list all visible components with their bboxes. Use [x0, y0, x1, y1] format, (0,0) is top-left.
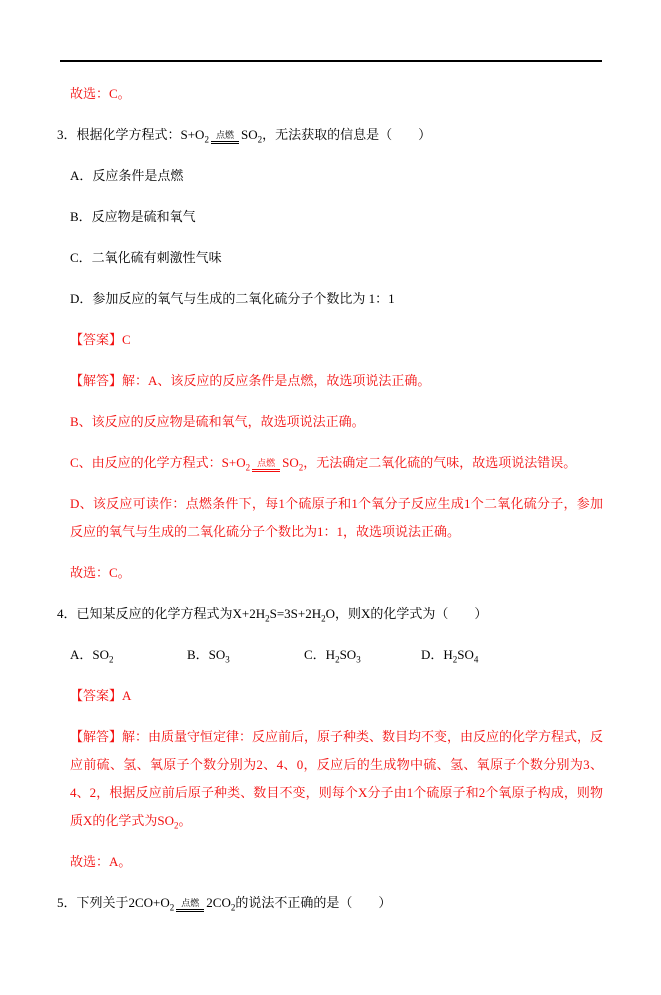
question-3-option-b: B．反应物是硫和氧气 — [70, 209, 196, 224]
question-4-option-b: B．$SO_3$ — [187, 647, 230, 665]
question-4-option-c: C．$H_2SO_3$ — [304, 647, 361, 665]
question-4-options-row — [70, 641, 603, 669]
ignition-condition-label: 点燃 — [252, 458, 280, 472]
question-3-analysis-c: C、由反应的化学方程式：$S+O_2$ 点燃 $SO_2$，无法确定二氧化硫的气味，故选项说法错误。 — [70, 455, 577, 473]
question-4-analysis: 【解答】解：由质量守恒定律：反应前后，原子种类、数目均不变，由反应的化学方程式，反应前硫、氢、氧原子个数分别为2、4、0，反应后的生成物中硫、氢、氧原子个数分别为3、4、2，根据反应前后原子种类、数目不变，则每个X分子由1个硫原子和2个氧原子构成，则物质X的化学式为$SO_2$。 — [70, 729, 604, 831]
question-3-option-a: A．反应条件是点燃 — [70, 168, 184, 183]
question-3-answer: 【答案】C — [70, 332, 131, 347]
ignition-condition-label: 点燃 — [211, 130, 239, 144]
question-3-option-d: D．参加反应的氧气与生成的二氧化硫分子个数比为 1：1 — [70, 291, 395, 306]
question-3-conclusion: 故选：C。 — [70, 565, 131, 580]
ignition-condition-label: 点燃 — [176, 898, 204, 912]
previous-question-conclusion: 故选：C。 — [70, 86, 131, 101]
question-4-answer: 【答案】A — [70, 688, 132, 703]
question-4-option-d: D．$H_2SO_4$ — [421, 647, 479, 665]
question-3-analysis-a: 【解答】解：A、该反应的反应条件是点燃，故选项说法正确。 — [70, 373, 431, 388]
question-4-stem: 4．已知某反应的化学方程式为$X+2H_2S=3S+2H_2O$，则X的化学式为（ ） — [57, 606, 488, 624]
document-page — [0, 60, 661, 995]
question-3-stem: 3．根据化学方程式：$S+O_2$ 点燃 $SO_2$，无法获取的信息是（ ） — [57, 127, 432, 145]
question-3-analysis-b: B、该反应的反应物是硫和氧气，故选项说法正确。 — [70, 414, 365, 429]
header-divider — [60, 60, 602, 62]
question-5-stem: 5．下列关于$2CO+O_2$ 点燃 $2CO_2$的说法不正确的是（ ） — [57, 895, 392, 913]
question-3-analysis-d: D、该反应可读作：点燃条件下，每1个硫原子和1个氧分子反应生成1个二氧化硫分子，参加反应的氧气与生成的二氧化硫分子个数比为1：1，故选项说法正确。 — [70, 496, 603, 539]
question-4-option-a: A．$SO_2$ — [70, 647, 114, 665]
question-4-conclusion: 故选：A。 — [70, 854, 132, 869]
question-3-option-c: C．二氧化硫有刺激性气味 — [70, 250, 222, 265]
